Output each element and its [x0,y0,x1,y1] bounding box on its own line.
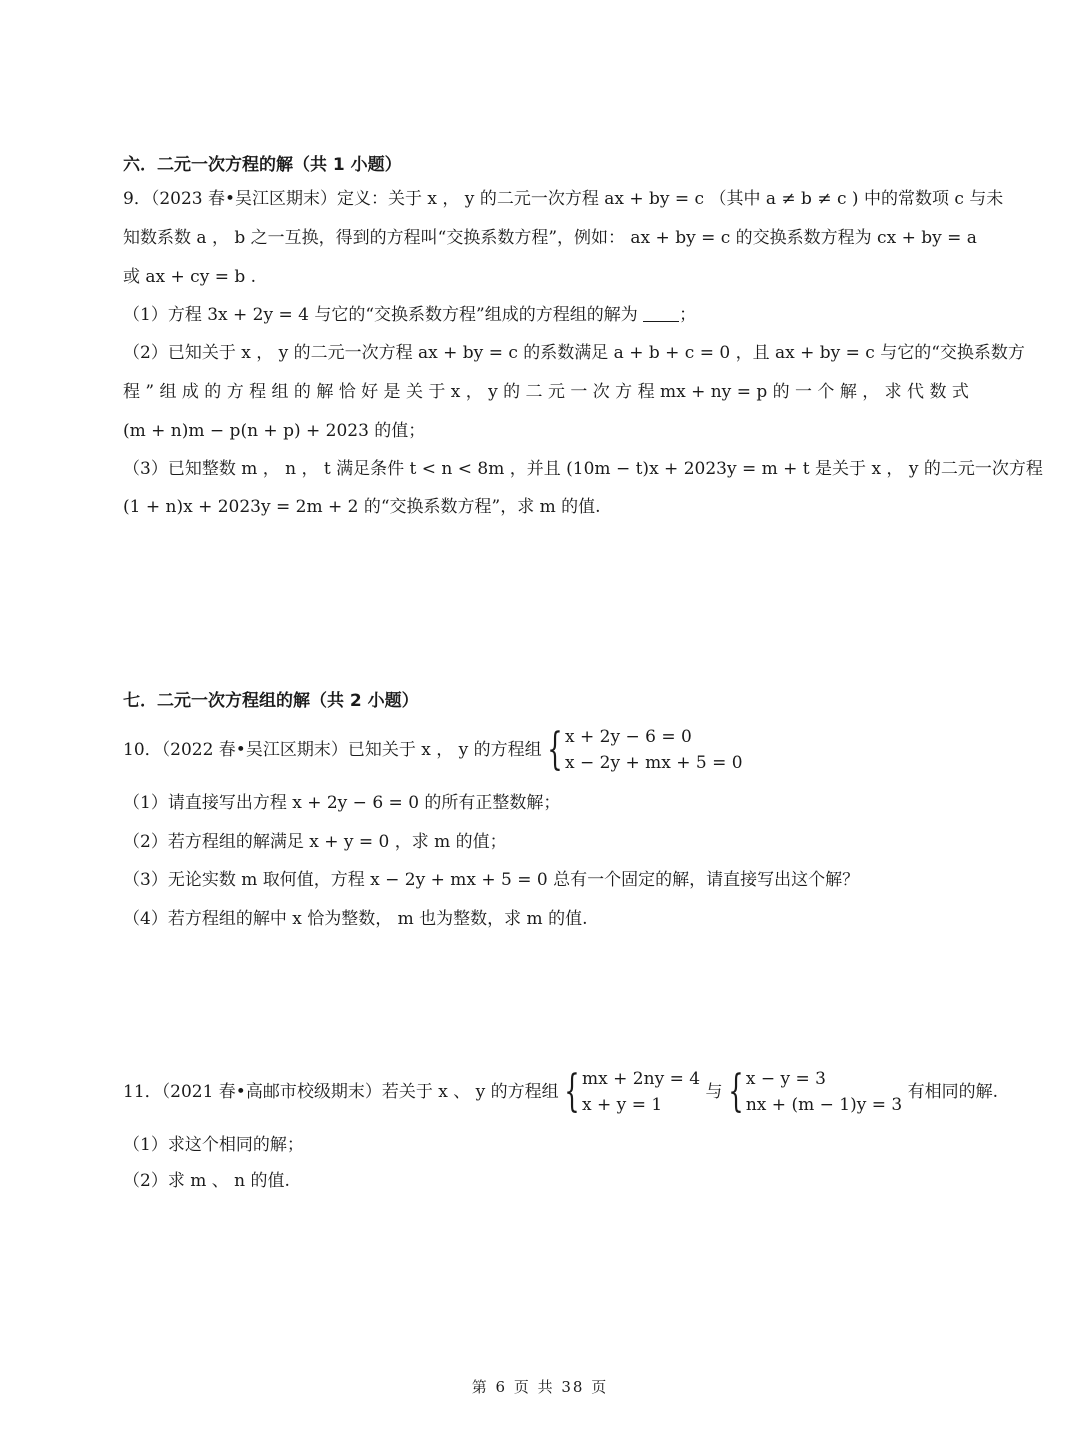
q9-part-2-line-3: (m + n)m − p(n + p) + 2023 的值； [123,421,426,441]
left-brace: { [564,1066,580,1117]
q11-part-1: （1）求这个相同的解； [123,1135,304,1155]
q9-line-3: 或 ax + cy = b . [123,267,257,287]
q10-lead-line [123,724,743,776]
section-6-heading: 六．二元一次方程的解（共 1 小题） [123,155,402,175]
q11-tail: 有相同的解. [907,1082,998,1102]
q11-part-2: （2）求 m 、 n 的值. [123,1171,290,1191]
q11-a-eq-1: mx + 2ny = 4 [582,1069,701,1089]
q11-system-a [564,1066,700,1118]
q11-lead: 11．（2021 春•高邮市校级期末）若关于 x 、 y 的方程组 [123,1082,559,1102]
q10-eq-2: x − 2y + mx + 5 = 0 [565,753,743,773]
q9-part-1-end: ； [679,305,697,325]
q10-lead: 10．（2022 春•吴江区期末）已知关于 x ， y 的方程组 [123,740,542,760]
q9-part-2-line-1: （2）已知关于 x ， y 的二元一次方程 ax + by = c 的系数满足 a + b + c = 0 ，且 ax + by = c 与它的“交换系数方 [123,343,1025,363]
q11-b-eq-1: x − y = 3 [745,1069,826,1089]
q10-part-4: （4）若方程组的解中 x 恰为整数， m 也为整数，求 m 的值. [123,909,588,929]
q11-system-b [728,1066,902,1118]
left-brace: { [547,724,563,775]
q9-line-2: 知数系数 a ， b 之一互换，得到的方程叫“交换系数方程”，例如： ax + by = c 的交换系数方程为 cx + by = a [123,228,977,248]
section-7-heading: 七．二元一次方程组的解（共 2 小题） [123,691,419,711]
q9-part-3-line-2: (1 + n)x + 2023y = 2m + 2 的“交换系数方程”，求 m 的值. [123,497,601,517]
q9-part-2-line-2: 程 ” 组 成 的 方 程 组 的 解 恰 好 是 关 于 x ， y 的 二 元 一 次 方 程 mx + ny = p 的 一 个 解 ， 求 代 数 式 [123,382,969,402]
q11-a-eq-2: x + y = 1 [582,1095,663,1115]
q10-part-3: （3）无论实数 m 取何值，方程 x − 2y + mx + 5 = 0 总有一个固定的解，请直接写出这个解？ [123,870,860,890]
left-brace: { [728,1066,744,1117]
q9-part-1-text: （1）方程 3x + 2y = 4 与它的“交换系数方程”组成的方程组的解为 [123,305,638,325]
page-footer: 第 6 页 共 38 页 [471,1378,609,1396]
q9-line-1: 9．（2023 春•吴江区期末）定义：关于 x ， y 的二元一次方程 ax + by = c （其中 a ≠ b ≠ c ) 中的常数项 c 与未 [123,189,1004,209]
q10-part-1: （1）请直接写出方程 x + 2y − 6 = 0 的所有正整数解； [123,793,561,813]
q10-equation-system [547,724,743,776]
q11-mid: 与 [705,1082,723,1102]
q11-b-eq-2: nx + (m − 1)y = 3 [745,1095,903,1115]
q11-lead-line [123,1066,998,1118]
q10-eq-1: x + 2y − 6 = 0 [565,727,692,747]
q10-part-2: （2）若方程组的解满足 x + y = 0 ，求 m 的值； [123,832,507,852]
answer-blank[interactable] [643,305,679,322]
q9-part-1 [123,303,696,327]
q9-part-3-line-1: （3）已知整数 m ， n ， t 满足条件 t < n < 8m ，并且 (10m − t)x + 2023y = m + t 是关于 x ， y 的二元一次方程 [123,459,1043,479]
